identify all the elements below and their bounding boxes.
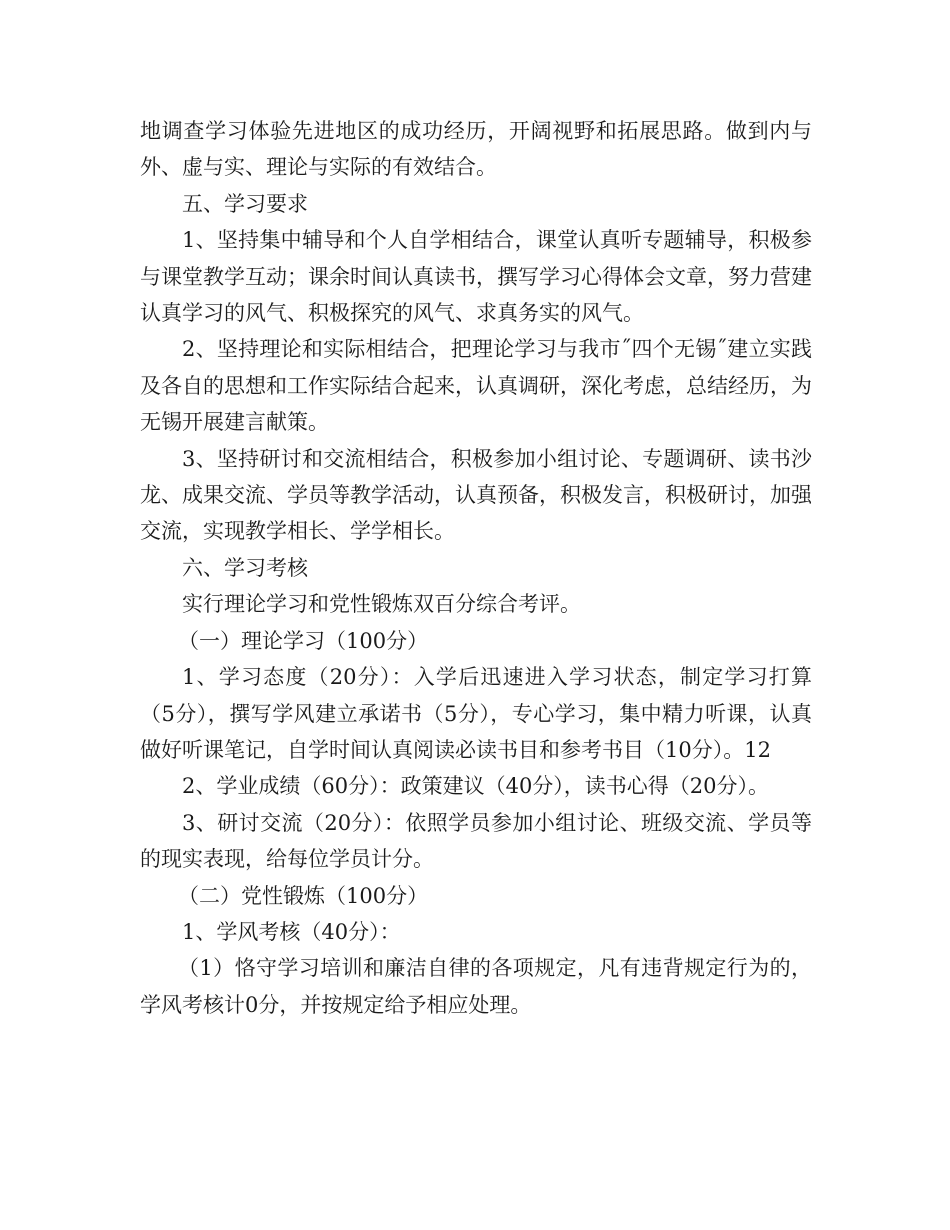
theory-item-3: 3、研讨交流（20分）：依照学员参加小组讨论、班级交流、学员等的现实表现，给每位学员计分。 [140,810,812,872]
theory-item-2: 2、学业成绩（60分）：政策建议（40分），读书心得（20分）。 [182,774,770,799]
requirement-item-2: 2、坚持理论和实际相结合，把理论学习与我市˝四个无锡˝建立实践及各自的思想和工作实际结合起来，认真调研，深化考虑，总结经历，为无锡开展建言献策。 [140,337,812,435]
requirement-item-3: 3、坚持研讨和交流相结合，积极参加小组讨论、专题调研、读书沙龙、成果交流、学员等教学活动，认真预备，积极发言，积极研讨，加强交流，实现教学相长、学学相长。 [140,446,812,544]
party-item-1-sub-1: （1）恪守学习培训和廉洁自律的各项规定，凡有违背规定行为的，学风考核计0分，并按规定给予相应处理。 [140,956,812,1017]
assessment-intro: 实行理论学习和党性锻炼双百分综合考评。 [182,592,581,617]
section-heading-study-requirements: 五、学习要求 [182,191,308,216]
subsection-heading-theory: （一）理论学习（100分） [178,628,429,653]
paragraph-continuation: 地调查学习体验先进地区的成功经历，开阔视野和拓展思路。做到内与外、虚与实、理论与实际的有效结合。 [140,119,812,180]
party-item-1: 1、学风考核（40分）： [182,919,401,944]
subsection-heading-party-spirit: （二）党性锻炼（100分） [178,883,429,908]
section-heading-assessment: 六、学习考核 [182,555,308,580]
document-body [140,113,812,1023]
requirement-item-1: 1、坚持集中辅导和个人自学相结合，课堂认真听专题辅导，积极参与课堂教学互动；课余时间认真读书，撰写学习心得体会文章，努力营建认真学习的风气、积极探究的风气、求真务实的风气。 [140,228,812,326]
theory-item-1: 1、学习态度（20分）：入学后迅速进入学习状态，制定学习打算（5分），撰写学风建立承诺书（5分），专心学习，集中精力听课，认真做好听课笔记，自学时间认真阅读必读书目和参考书目（10分）。12 [140,665,812,762]
